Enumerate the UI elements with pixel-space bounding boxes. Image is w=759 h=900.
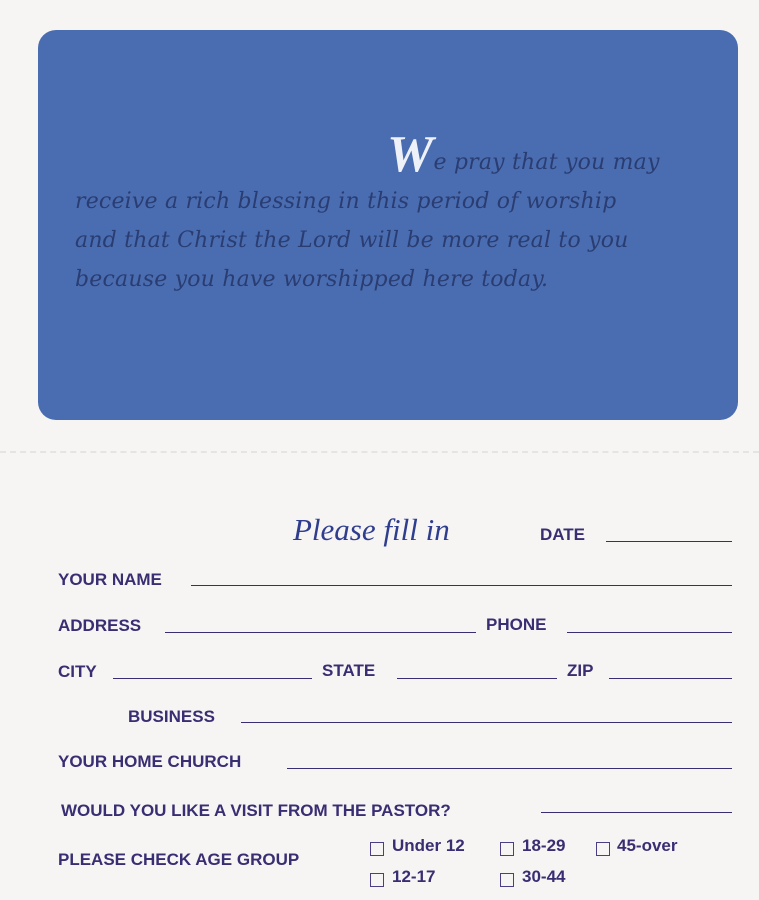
age-option-30-44: 30-44	[522, 867, 566, 886]
home-church-field[interactable]	[287, 768, 732, 769]
blessing-line-2: receive a rich blessing in this period of worship	[75, 189, 617, 214]
drop-cap: W	[387, 126, 434, 183]
date-label: DATE	[540, 525, 586, 544]
state-field[interactable]	[397, 678, 557, 679]
age-option-under-12: Under 12	[392, 836, 465, 855]
zip-label: ZIP	[567, 661, 594, 680]
age-group-label: PLEASE CHECK AGE GROUP	[58, 850, 300, 869]
age-option-18-29: 18-29	[522, 836, 566, 855]
blessing-line-3: and that Christ the Lord will be more real to you	[75, 228, 629, 253]
pastor-visit-label: WOULD YOU LIKE A VISIT FROM THE PASTOR?	[61, 801, 451, 820]
blessing-line-4: because you have worshipped here today.	[75, 267, 549, 292]
name-label: YOUR NAME	[58, 570, 162, 589]
business-label: BUSINESS	[128, 707, 215, 726]
state-label: STATE	[322, 661, 376, 680]
date-field[interactable]	[606, 541, 732, 542]
checkbox-under-12[interactable]	[370, 842, 384, 856]
address-label: ADDRESS	[58, 616, 142, 635]
form-title: Please fill in	[293, 512, 450, 547]
blessing-text	[75, 126, 715, 299]
city-label: CITY	[58, 662, 97, 681]
checkbox-18-29[interactable]	[500, 842, 514, 856]
phone-field[interactable]	[567, 632, 732, 633]
city-field[interactable]	[113, 678, 312, 679]
blessing-line-1	[75, 126, 715, 183]
business-field[interactable]	[241, 722, 732, 723]
checkbox-12-17[interactable]	[370, 873, 384, 887]
zip-field[interactable]	[609, 678, 732, 679]
address-field[interactable]	[165, 632, 476, 633]
blessing-line-1-text: e pray that you may	[433, 150, 660, 175]
age-option-45-over: 45-over	[617, 836, 678, 855]
checkbox-45-over[interactable]	[596, 842, 610, 856]
home-church-label: YOUR HOME CHURCH	[58, 752, 242, 771]
name-field[interactable]	[191, 585, 732, 586]
perforation-line	[0, 451, 759, 453]
age-option-12-17: 12-17	[392, 867, 436, 886]
pastor-visit-field[interactable]	[541, 812, 732, 813]
checkbox-30-44[interactable]	[500, 873, 514, 887]
phone-label: PHONE	[486, 615, 547, 634]
